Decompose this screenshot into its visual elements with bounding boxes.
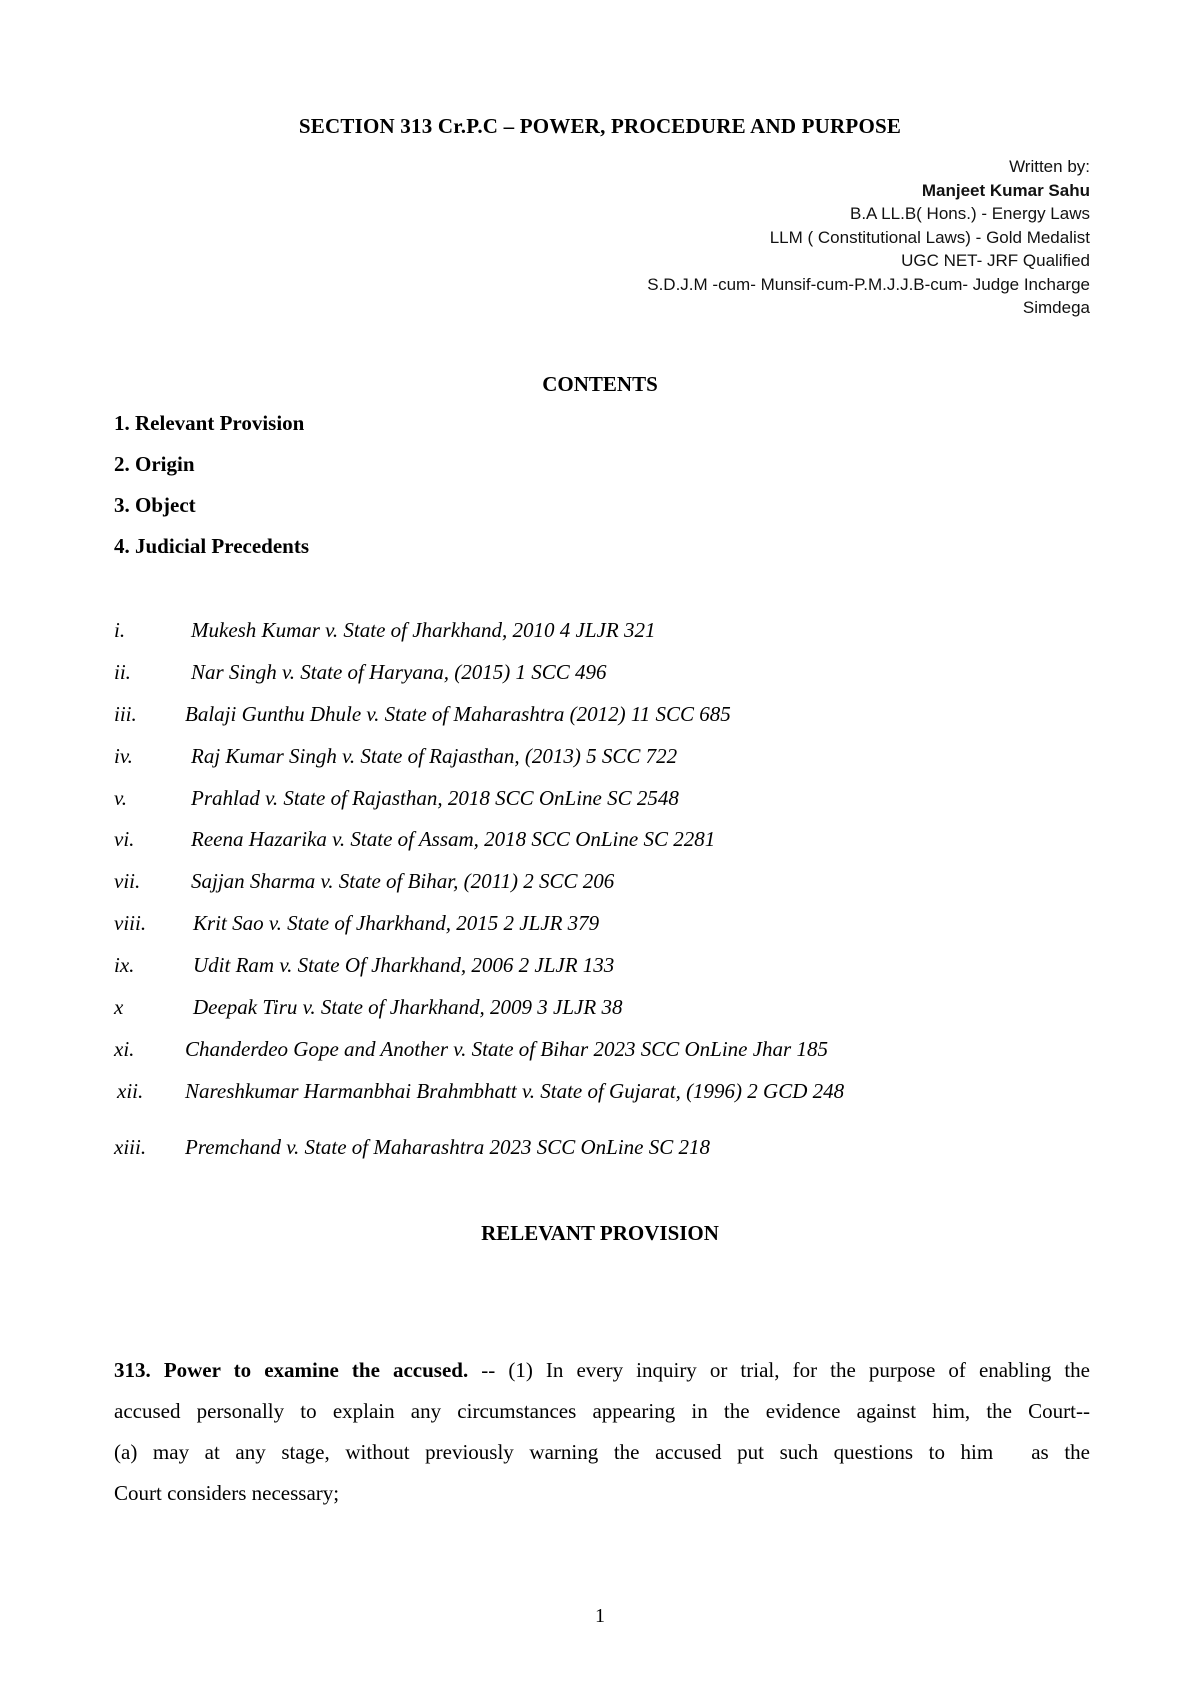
- case-citation: Krit Sao v. State of Jharkhand, 2015 2 JLJR 379: [193, 911, 600, 935]
- case-citation: Sajjan Sharma v. State of Bihar, (2011) 2 SCC 206: [191, 869, 615, 893]
- written-by-label: Written by:: [1009, 157, 1090, 176]
- case-citation: Nareshkumar Harmanbhai Brahmbhatt v. State of Gujarat, (1996) 2 GCD 248: [185, 1079, 845, 1103]
- provision-line: accused personally to explain any circumstances appearing in the evidence against him, the Court--: [114, 1399, 1090, 1423]
- case-citation: Balaji Gunthu Dhule v. State of Maharashtra (2012) 11 SCC 685: [185, 702, 731, 726]
- section-heading: 313. Power to examine the accused.: [114, 1358, 469, 1382]
- case-number: xiii.: [114, 1135, 147, 1159]
- case-citation: Deepak Tiru v. State of Jharkhand, 2009 3 JLJR 38: [193, 995, 623, 1019]
- case-number: iv.: [114, 744, 133, 768]
- case-number: ii.: [114, 660, 131, 684]
- case-number: vii.: [114, 869, 141, 893]
- provision-text: (a) may at any stage, without previously warning the accused put such questions to him: [114, 1440, 994, 1464]
- provision-line: Court considers necessary;: [114, 1481, 340, 1505]
- case-citation: Reena Hazarika v. State of Assam, 2018 SCC OnLine SC 2281: [191, 827, 716, 851]
- case-number: x: [114, 995, 124, 1019]
- case-number: xi.: [114, 1037, 135, 1061]
- case-citation: Prahlad v. State of Rajasthan, 2018 SCC OnLine SC 2548: [191, 786, 679, 810]
- toc-item: 2. Origin: [114, 452, 195, 476]
- contents-heading: CONTENTS: [542, 372, 658, 396]
- author-credential: S.D.J.M -cum- Munsif-cum-P.M.J.J.B-cum- Judge Incharge: [647, 274, 1090, 294]
- provision-heading: RELEVANT PROVISION: [481, 1221, 719, 1245]
- document-title: SECTION 313 Cr.P.C – POWER, PROCEDURE AND PURPOSE: [298, 114, 902, 138]
- case-number: v.: [114, 786, 128, 810]
- toc-item: 1. Relevant Provision: [114, 411, 305, 435]
- provision-text: -- (1) In every inquiry or trial, for the purpose of enabling the: [468, 1358, 1090, 1382]
- provision-text: as the: [1031, 1440, 1090, 1464]
- provision-line: [114, 1432, 1090, 1473]
- case-number: vi.: [114, 827, 135, 851]
- case-number: ix.: [114, 953, 135, 977]
- case-citation: Nar Singh v. State of Haryana, (2015) 1 SCC 496: [191, 660, 607, 684]
- case-number: i.: [114, 618, 126, 642]
- author-credential: B.A LL.B( Hons.) - Energy Laws: [850, 204, 1090, 223]
- case-citation: Chanderdeo Gope and Another v. State of Bihar 2023 SCC OnLine Jhar 185: [185, 1037, 828, 1061]
- case-citation: Mukesh Kumar v. State of Jharkhand, 2010 4 JLJR 321: [191, 618, 656, 642]
- case-number: iii.: [114, 702, 137, 726]
- toc-item: 4. Judicial Precedents: [114, 534, 310, 558]
- case-number: xii.: [117, 1079, 144, 1103]
- author-name: Manjeet Kumar Sahu: [921, 180, 1090, 200]
- provision-paragraph: [114, 1350, 1090, 1514]
- page-number: 1: [595, 1605, 605, 1627]
- author-credential: LLM ( Constitutional Laws) - Gold Medalist: [769, 227, 1090, 247]
- author-credential: UGC NET- JRF Qualified: [901, 251, 1090, 270]
- author-block: [647, 155, 1090, 320]
- provision-line: [114, 1350, 1090, 1391]
- toc-item: 3. Object: [114, 493, 196, 517]
- case-citation: Udit Ram v. State Of Jharkhand, 2006 2 JLJR 133: [193, 953, 615, 977]
- author-location: Simdega: [1022, 298, 1090, 317]
- case-citation: Premchand v. State of Maharashtra 2023 SCC OnLine SC 218: [185, 1135, 710, 1159]
- case-citation: Raj Kumar Singh v. State of Rajasthan, (2013) 5 SCC 722: [191, 744, 678, 768]
- case-number: viii.: [114, 911, 147, 935]
